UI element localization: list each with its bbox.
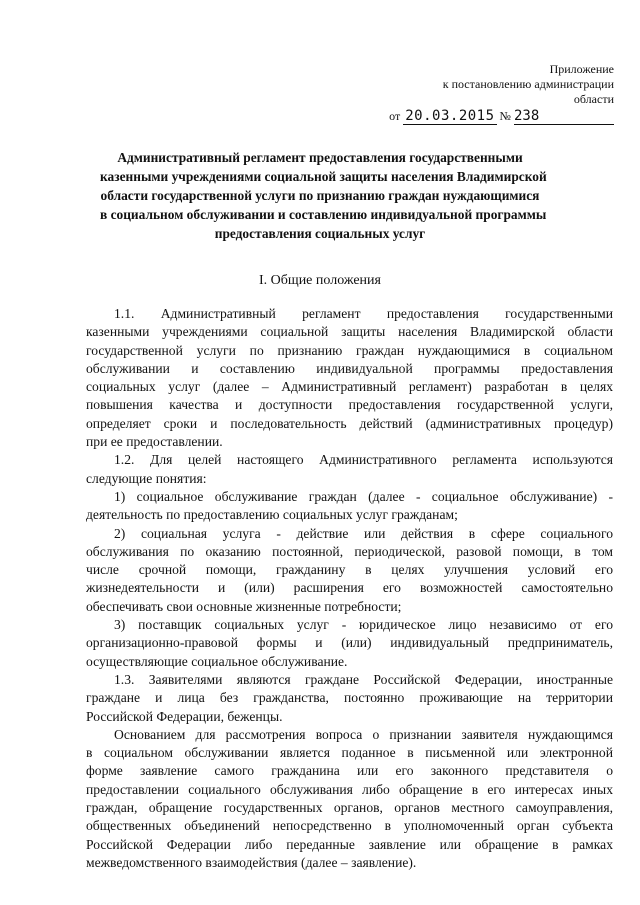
appendix-resolution: к постановлению администрации (442, 77, 614, 91)
text-line: 1.1. Административный регламент предоставления государственными (114, 306, 613, 321)
text-line: Основанием для рассмотрения вопроса о признании заявителя нуждающимся (114, 726, 613, 742)
title-line: казенными учреждениями социальной защиты населения Владимирской (100, 169, 547, 184)
appendix-label: Приложение (549, 62, 614, 76)
paragraph (86, 616, 613, 671)
text-line: Российской Федерации либо переданные заявление или обращение в рамках (86, 836, 613, 852)
appendix-region: области (573, 92, 614, 106)
text-line: форме заявление самого гражданина или его законного представителя о (86, 763, 613, 779)
paragraph (86, 451, 613, 488)
title-line: области государственной услуги по признанию граждан нуждающимися (100, 188, 540, 203)
text-line: следующие понятия: (86, 470, 207, 486)
text-line: граждан, обращение государственных органов, органов местного самоуправления, (86, 800, 613, 816)
text-line: повышения качества и доступности предоставления государственной услуги, (86, 397, 613, 413)
paragraph (86, 488, 613, 525)
text-line: казенными учреждениями социальной защиты населения Владимирской области (86, 324, 613, 340)
paragraph (86, 726, 613, 872)
text-line: межведомственного взаимодействия (далее – заявление). (86, 854, 417, 870)
title-line: Административный регламент предоставления государственными (117, 150, 523, 165)
text-line: 2) социальная услуга - действие или действия в сфере социального (114, 525, 613, 541)
title-line: в социальном обслуживании и составлению индивидуальной программы (100, 207, 547, 222)
title-line: предоставления социальных услуг (214, 226, 426, 241)
paragraph (86, 671, 613, 726)
date-prefix: от (389, 109, 401, 123)
text-line: социальных услуг (далее – Административный регламент) разработан в целях (86, 379, 613, 395)
section-heading: I. Общие положения (259, 273, 381, 288)
text-line: числе срочной помощи, гражданину в целях улучшения условий его (86, 562, 613, 578)
text-line: жизнедеятельности и (или) расширения его возможностей самостоятельно (86, 580, 613, 596)
text-line: 1.2. Для целей настоящего Административного регламента используются (114, 452, 613, 468)
text-line: граждане и лица без гражданства, постоянно проживающие на территории (86, 690, 613, 706)
paragraph (86, 305, 613, 451)
text-line: 3) поставщик социальных услуг - юридическое лицо независимо от его (114, 617, 613, 633)
text-line: в социальном обслуживании является поданное в письменной или электронной (86, 745, 613, 761)
document-title (100, 148, 547, 243)
text-line: предоставлении социального обслуживания либо обращение в его интересах иных (86, 781, 613, 797)
text-line: осуществляющие социальное обслуживание. (86, 653, 348, 669)
text-line: общественных объединений непосредственно в уполномоченный орган субъекта (86, 818, 613, 834)
text-line: 1.3. Заявителями являются граждане Российской Федерации, иностранные (114, 671, 613, 687)
number-prefix: № (499, 109, 511, 123)
appendix-block (389, 62, 614, 125)
text-line: определяет сроки и последовательность действий (административных процедур) (86, 415, 613, 431)
paragraph (86, 525, 613, 616)
text-line: организационно-правовой формы и (или) индивидуальный предприниматель, (86, 635, 613, 651)
text-line: обслуживания по оказанию постоянной, периодической, разовой помощи, в том (86, 543, 613, 559)
date-value: 20.03.2015 (405, 108, 495, 124)
text-line: 1) социальное обслуживание граждан (далее - социальное обслуживание) - (114, 488, 613, 504)
text-line: Российской Федерации, беженцы. (86, 708, 283, 724)
text-line: государственной услуги по признанию граждан нуждающимися в социальном (86, 342, 613, 358)
appendix-date-line (389, 109, 614, 125)
text-line: обслуживании и составлению индивидуальной программы предоставления (86, 360, 613, 376)
text-line: обеспечивать свои основные жизненные потребности; (86, 598, 402, 614)
text-line: деятельность по предоставлению социальных услуг гражданам; (86, 507, 458, 523)
document-body (86, 305, 613, 872)
text-line: при ее предоставлении. (86, 434, 223, 450)
number-value: 238 (514, 109, 614, 125)
